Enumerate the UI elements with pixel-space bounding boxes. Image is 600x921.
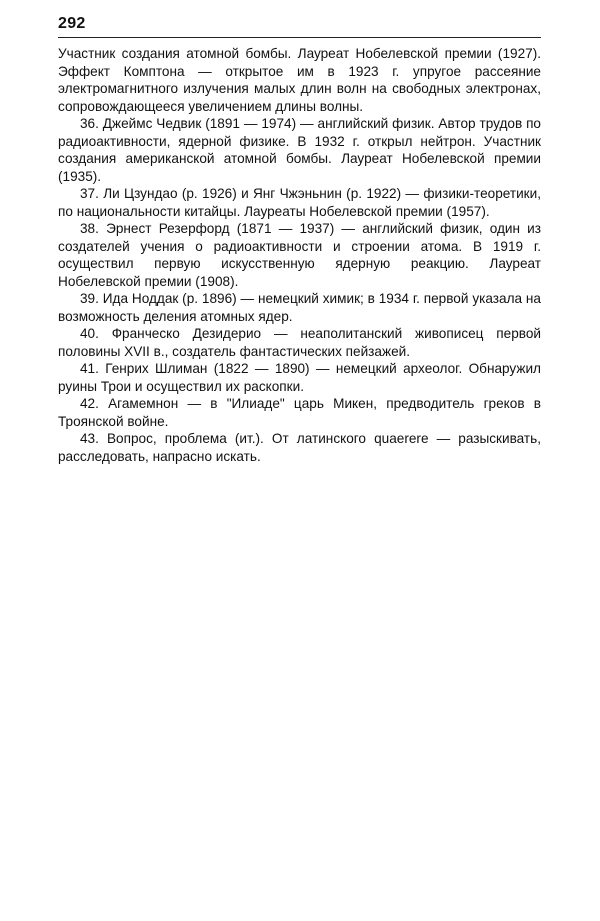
paragraph-continuation: Участник создания атомной бомбы. Лауреат Нобелевской премии (1927). Эффект Комптона — открытое им в 1923 г. упругое рассеяние электромагнитного излучения малых длин волн на свободных электронах, сопровождающееся увеличением длины волны. bbox=[58, 46, 541, 114]
note-43-question: 43. Вопрос, проблема (ит.). От латинского quaerere — разыскивать, расследовать, напрасно искать. bbox=[58, 431, 541, 464]
note-40-desiderio: 40. Франческо Дезидерио — неаполитанский живописец первой половины XVII в., создатель фантастических пейзажей. bbox=[58, 326, 541, 359]
page-number: 292 bbox=[58, 15, 86, 32]
body-text bbox=[58, 45, 541, 465]
note-41-schliemann: 41. Генрих Шлиман (1822 — 1890) — немецкий археолог. Обнаружил руины Трои и осуществил их раскопки. bbox=[58, 361, 541, 394]
note-39-noddack: 39. Ида Ноддак (р. 1896) — немецкий химик; в 1934 г. первой указала на возможность деления атомных ядер. bbox=[58, 291, 541, 324]
header-rule bbox=[58, 37, 541, 38]
note-38-rutherford: 38. Эрнест Резерфорд (1871 — 1937) — английский физик, один из создателей учения о радиоактивности и строении атома. В 1919 г. осуществил первую искусственную ядерную реакцию. Лауреат Нобелевской премии (1908). bbox=[58, 221, 541, 289]
note-42-agamemnon: 42. Агамемнон — в "Илиаде" царь Микен, предводитель греков в Троянской войне. bbox=[58, 396, 541, 429]
note-37-lee-yang: 37. Ли Цзундао (р. 1926) и Янг Чжэньнин (р. 1922) — физики-теоретики, по национальности китайцы. Лауреаты Нобелевской премии (1957). bbox=[58, 186, 541, 219]
note-36-chadwick: 36. Джеймс Чедвик (1891 — 1974) — английский физик. Автор трудов по радиоактивности, ядерной физике. В 1932 г. открыл нейтрон. Участник создания американской атомной бомбы. Лауреат Нобелевской премии (1935). bbox=[58, 116, 541, 184]
